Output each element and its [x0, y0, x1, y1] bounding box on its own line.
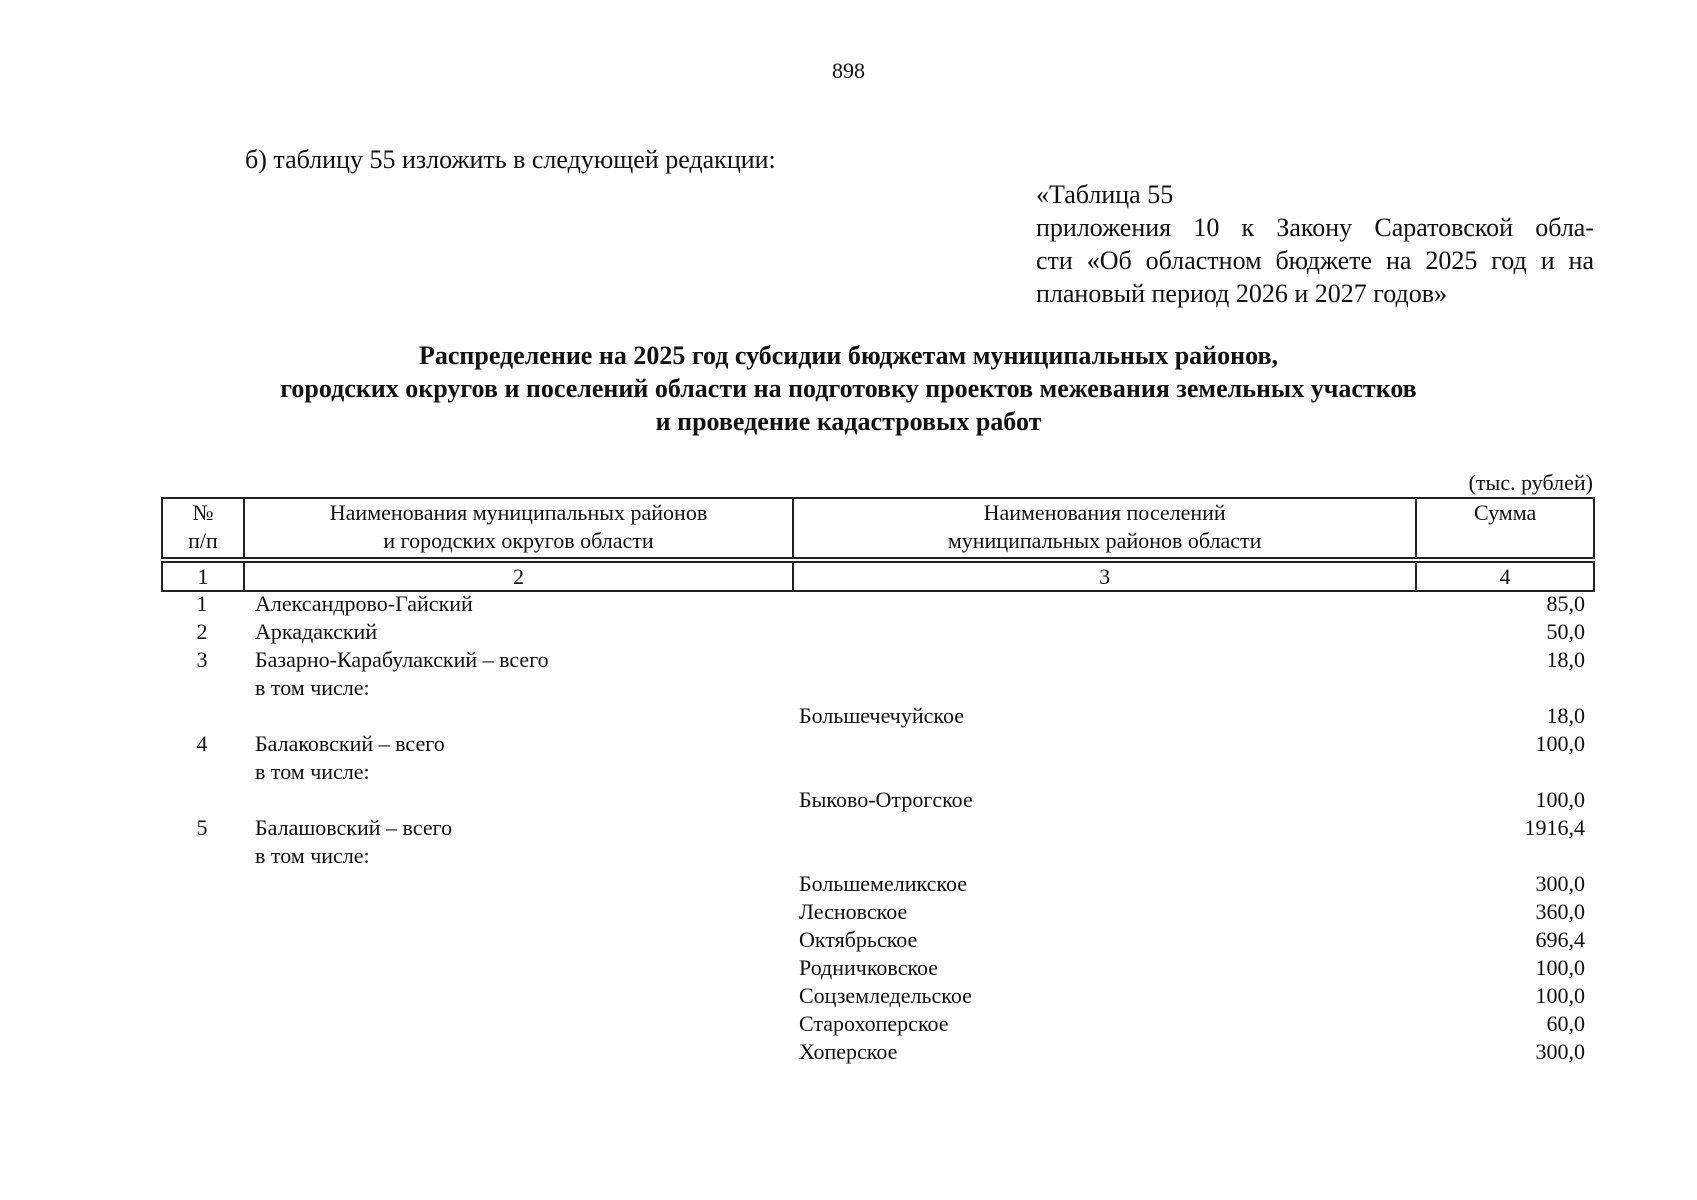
column-header-text: Сумма: [1473, 500, 1537, 525]
table-body: [161, 590, 1595, 1066]
table-row: [161, 982, 1595, 1010]
table-row: [161, 842, 1595, 870]
settlement-name: Старохоперское: [799, 1011, 949, 1036]
page-number: 898: [832, 58, 865, 83]
row-number: 4: [196, 731, 208, 756]
table-row: [161, 870, 1595, 898]
column-header-district: [244, 498, 793, 558]
column-header-row: [162, 498, 1594, 558]
amount-value: 18,0: [1546, 703, 1585, 728]
row-number: 5: [196, 815, 208, 840]
column-index: 3: [793, 562, 1416, 591]
table-row: [161, 758, 1595, 786]
amount-value: 60,0: [1546, 1011, 1585, 1036]
amount-value: 300,0: [1535, 1039, 1585, 1064]
amount-value: 18,0: [1546, 647, 1585, 672]
table-row: [161, 954, 1595, 982]
table-row: [161, 1010, 1595, 1038]
amount-value: 50,0: [1546, 619, 1585, 644]
amount-value: 360,0: [1535, 899, 1585, 924]
district-name: в том числе:: [255, 675, 370, 700]
district-name: Базарно-Карабулакский – всего: [255, 647, 549, 672]
amount-value: 100,0: [1535, 983, 1585, 1008]
district-name: Балашовский – всего: [255, 815, 453, 840]
column-header-number: [162, 498, 244, 558]
table-reference: [1036, 178, 1594, 310]
district-name: Балаковский – всего: [255, 731, 445, 756]
table-row: [161, 730, 1595, 758]
row-number: 1: [196, 591, 208, 616]
table-row: [161, 618, 1595, 646]
table-row: [161, 786, 1595, 814]
table-reference-line: «Таблица 55: [1036, 180, 1174, 209]
table-header: [161, 497, 1595, 592]
column-header-text: Наименования поселений: [983, 500, 1226, 525]
amount-value: 300,0: [1535, 871, 1585, 896]
amount-value: 696,4: [1535, 927, 1585, 952]
settlement-name: Лесновское: [799, 899, 908, 924]
amount-value: 100,0: [1535, 731, 1585, 756]
column-index-row: [162, 562, 1594, 591]
settlement-name: Большемеликское: [799, 871, 968, 896]
district-name: Александрово-Гайский: [255, 591, 473, 616]
settlement-name: Родничковское: [799, 955, 939, 980]
table-row: [161, 814, 1595, 842]
row-number: 2: [196, 619, 208, 644]
column-index: 1: [162, 562, 244, 591]
column-index: 2: [244, 562, 793, 591]
row-number: 3: [196, 647, 208, 672]
table-row: [161, 1038, 1595, 1066]
table-reference-line: сти «Об областном бюджете на 2025 год и на: [1036, 246, 1594, 275]
table-row: [161, 926, 1595, 954]
settlement-name: Большечечуйское: [799, 703, 964, 728]
table-row: [161, 646, 1595, 674]
column-index: 4: [1416, 562, 1594, 591]
column-header-text: №: [192, 500, 214, 525]
table-row: [161, 702, 1595, 730]
settlement-name: Соцземледельское: [799, 983, 972, 1008]
settlement-name: Быково-Отрогское: [799, 787, 973, 812]
district-name: Аркадакский: [255, 619, 378, 644]
heading-line: Распределение на 2025 год субсидии бюджетам муниципальных районов,: [418, 341, 1279, 370]
column-header-settlement: [793, 498, 1416, 558]
amount-value: 85,0: [1546, 591, 1585, 616]
column-header-text: Наименования муниципальных районов: [329, 500, 708, 525]
column-header-text: и городских округов области: [383, 528, 654, 553]
amount-value: 100,0: [1535, 955, 1585, 980]
intro-text: б) таблицу 55 изложить в следующей редакции:: [245, 145, 776, 174]
document-heading: [0, 339, 1697, 438]
units-label: (тыс. рублей): [1468, 470, 1593, 495]
table-row: [161, 590, 1595, 618]
amount-value: 100,0: [1535, 787, 1585, 812]
amount-value: 1916,4: [1524, 815, 1585, 840]
column-header-text: п/п: [188, 528, 218, 553]
table-row: [161, 674, 1595, 702]
heading-line: и проведение кадастровых работ: [655, 407, 1042, 436]
settlement-name: Октябрьское: [799, 927, 918, 952]
settlement-name: Хоперское: [799, 1039, 898, 1064]
table-reference-line: приложения 10 к Закону Саратовской обла-: [1036, 213, 1594, 242]
table-row: [161, 898, 1595, 926]
column-header-amount: [1416, 498, 1594, 558]
district-name: в том числе:: [255, 843, 370, 868]
district-name: в том числе:: [255, 759, 370, 784]
column-header-text: муниципальных районов области: [947, 528, 1262, 553]
table-reference-line: плановый период 2026 и 2027 годов»: [1036, 279, 1448, 308]
heading-line: городских округов и поселений области на подготовку проектов межевания земельных участков: [280, 374, 1417, 403]
